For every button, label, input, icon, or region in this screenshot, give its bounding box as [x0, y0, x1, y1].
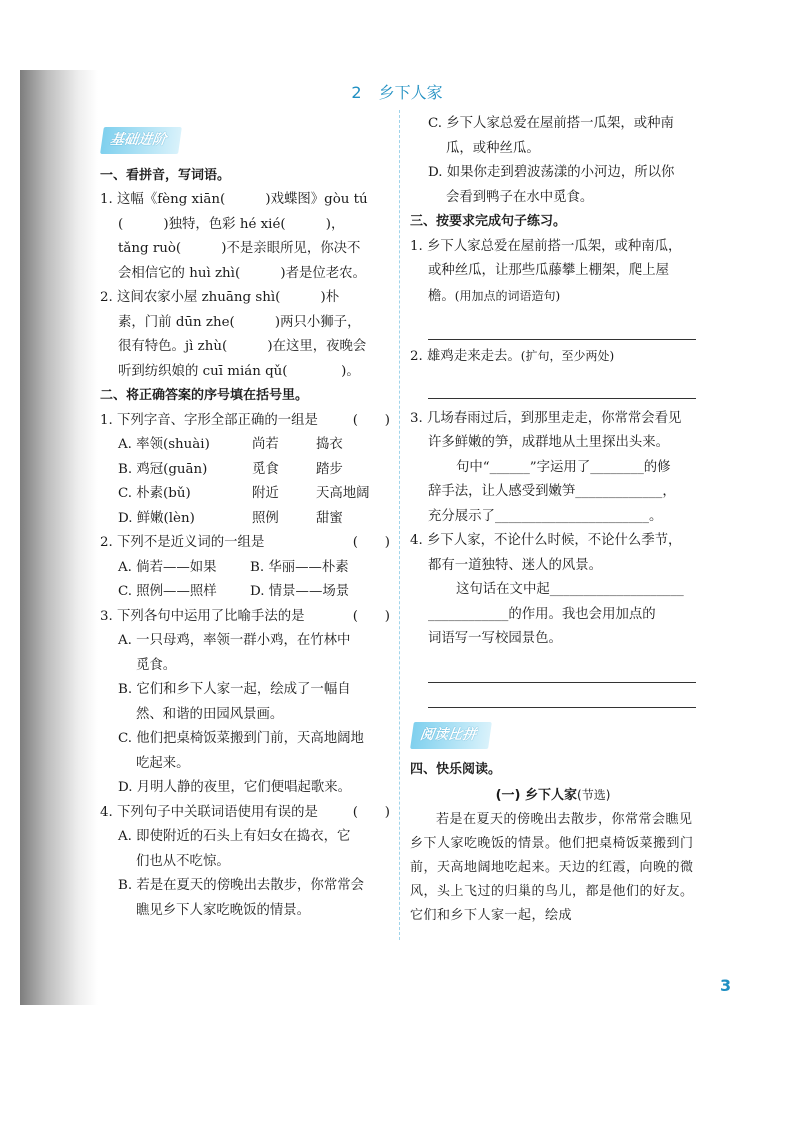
question-text: 4. 下列句子中关联词语使用有误的是: [100, 804, 318, 820]
option-word: 甜蜜: [316, 510, 343, 526]
option-line: D. 月明人静的夜里，它们便唱起歌来。: [118, 780, 352, 795]
question-4: [100, 801, 390, 826]
option-line: D. 如果你走到碧波荡漾的小河边，所以你: [428, 165, 675, 180]
option-word: 照例: [252, 510, 279, 526]
option-row: [100, 482, 390, 507]
option-b: B. 鸡冠(guān): [118, 461, 208, 477]
reading-passage: 若是在夏天的傍晚出去散步，你常常会瞧见乡下人家吃晚饭的情景。他们把桌椅饭菜搬到门前，天高地阔地吃起来。天边的红霞，向晚的微风，头上飞过的归巢的鸟儿，都是他们的好友。它们和乡下人家一起，绘成: [410, 812, 694, 923]
s3-q2-text: 2. 雄鸡走来走去。: [410, 349, 521, 364]
answer-bracket[interactable]: ( ): [352, 412, 390, 428]
book-spine-shadow: [20, 70, 98, 1005]
s3-q1-hint: (用加点的词语造句): [454, 288, 561, 303]
s3-q2: [410, 344, 696, 370]
option-word: 附近: [252, 486, 279, 501]
question-text: 2. 下列不是近义词的一组是: [100, 535, 265, 550]
answer-line[interactable]: [428, 683, 696, 708]
s1-line: 很有特色。jì zhù( )在这里，夜晚会: [118, 339, 367, 354]
option-c: C. 照例——照样: [118, 584, 217, 599]
reading-title-text: (一) 乡下人家: [495, 787, 578, 803]
section-banner-basic: 基础进阶: [100, 127, 182, 154]
s3-q1-line: 或种丝瓜，让那些瓜藤攀上棚架，爬上屋: [428, 263, 670, 278]
reading-note: (节选): [577, 787, 611, 802]
option-d: D. 情景——场景: [250, 584, 350, 599]
section-2-title: 二、将正确答案的序号填在括号里。: [100, 388, 309, 403]
answer-line[interactable]: [428, 658, 696, 683]
option-line: 觅食。: [136, 657, 177, 673]
answer-bracket[interactable]: ( ): [352, 535, 390, 550]
option-line: A. 即使附近的石头上有妇女在捣衣，它: [118, 829, 351, 844]
option-b: B. 华丽——朴素: [250, 559, 349, 575]
answer-line[interactable]: [428, 315, 696, 340]
s3-q4-line: 4. 乡下人家，不论什么时候，不论什么季节，: [410, 533, 682, 548]
option-c: C. 朴素(bǔ): [118, 486, 191, 501]
lesson-name: 乡下人家: [378, 83, 443, 102]
left-column: [100, 125, 390, 923]
option-word: 捣衣: [316, 437, 343, 452]
option-word: 天高地阔: [316, 486, 370, 501]
reading-title: [410, 783, 696, 809]
option-line: C. 他们把桌椅饭菜搬到门前，天高地阔地: [118, 731, 364, 746]
s3-q3-fill[interactable]: 辞手法，让人感受到嫩笋_____________，: [428, 484, 676, 499]
option-word: 尚若: [252, 437, 279, 452]
option-row: [100, 580, 390, 605]
option-row: [100, 433, 390, 458]
option-line: A. 一只母鸡，率领一群小鸡，在竹林中: [118, 633, 351, 648]
option-line: 瓜，或种丝瓜。: [446, 140, 540, 156]
section-4-title: 四、快乐阅读。: [410, 762, 502, 777]
s3-q3-line: 3. 几场春雨过后，到那里走走，你常常会看见: [410, 410, 682, 426]
s3-q4-line: 都有一道独特、迷人的风景。: [428, 557, 603, 573]
question-1: [100, 409, 390, 434]
option-row: [100, 556, 390, 581]
s3-q3-fill[interactable]: 句中“______”字运用了________的修: [456, 459, 671, 475]
option-a: A. 倘若——如果: [118, 559, 217, 575]
s1-line: 会相信它的 huì zhì( )者是位老农。: [118, 265, 366, 281]
s1-line: 听到纺织娘的 cuī mián qǔ( )。: [118, 363, 360, 379]
s3-q3-fill[interactable]: 充分展示了_______________________。: [428, 508, 663, 524]
question-text: 3. 下列各句中运用了比喻手法的是: [100, 608, 305, 624]
column-divider: [399, 110, 400, 940]
option-word: 踏步: [316, 461, 343, 477]
option-word: 觅食: [252, 461, 279, 477]
option-line: C. 乡下人家总爱在屋前搭一瓜架，或种南: [428, 116, 674, 131]
option-row: [100, 458, 390, 483]
s3-q4-fill[interactable]: ____________的作用。我也会用加点的: [428, 606, 656, 622]
question-3: [100, 605, 390, 630]
option-d: D. 鲜嫩(lèn): [118, 510, 195, 526]
section-1-title: 一、看拼音，写词语。: [100, 167, 231, 183]
option-line: 们也从不吃惊。: [136, 853, 230, 869]
s3-q1-line: 1. 乡下人家总爱在屋前搭一瓜架，或种南瓜，: [410, 238, 682, 254]
option-row: [100, 507, 390, 532]
lesson-number: 2: [351, 83, 362, 102]
s3-q4-line: 词语写一写校园景色。: [428, 631, 562, 646]
option-line: 吃起来。: [136, 755, 190, 771]
section-3-title: 三、按要求完成句子练习。: [410, 214, 567, 229]
option-line: 然、和谐的田园风景画。: [136, 706, 284, 722]
right-column: [410, 112, 696, 928]
s1-line: 2. 这间农家小屋 zhuāng shì( )朴: [100, 290, 340, 305]
answer-line[interactable]: [428, 374, 696, 399]
s1-line: ( )独特，色彩 hé xié( )，: [118, 216, 345, 232]
s3-q1-text: 檐。: [428, 288, 455, 304]
option-a: A. 率领(shuài): [118, 437, 210, 452]
s3-q2-hint: (扩句，至少两处): [520, 349, 615, 363]
s1-line: 1. 这幅《fèng xiān( )戏蝶图》gòu tú: [100, 192, 368, 207]
page-number: 3: [720, 976, 732, 995]
s3-q4-fill[interactable]: 这句话在文中起____________________: [456, 582, 684, 597]
s3-q3-line: 许多鲜嫩的笋，成群地从土里探出头来。: [428, 435, 670, 450]
s1-line: tǎng ruò( )不是亲眼所见，你决不: [118, 241, 361, 256]
answer-bracket[interactable]: ( ): [352, 804, 390, 820]
section-banner-reading: 阅读比拼: [410, 722, 492, 749]
option-line: 会看到鸭子在水中觅食。: [446, 189, 594, 205]
lesson-title: [0, 80, 794, 103]
option-line: B. 若是在夏天的傍晚出去散步，你常常会: [118, 878, 364, 893]
answer-bracket[interactable]: ( ): [352, 608, 390, 624]
option-line: B. 它们和乡下人家一起，绘成了一幅自: [118, 682, 351, 697]
question-text: 1. 下列字音、字形全部正确的一组是: [100, 412, 318, 428]
question-2: [100, 531, 390, 556]
option-line: 瞧见乡下人家吃晚饭的情景。: [136, 902, 311, 918]
s1-line: 素，门前 dūn zhe( )两只小狮子，: [118, 314, 361, 330]
s3-q1-line: [410, 284, 696, 310]
